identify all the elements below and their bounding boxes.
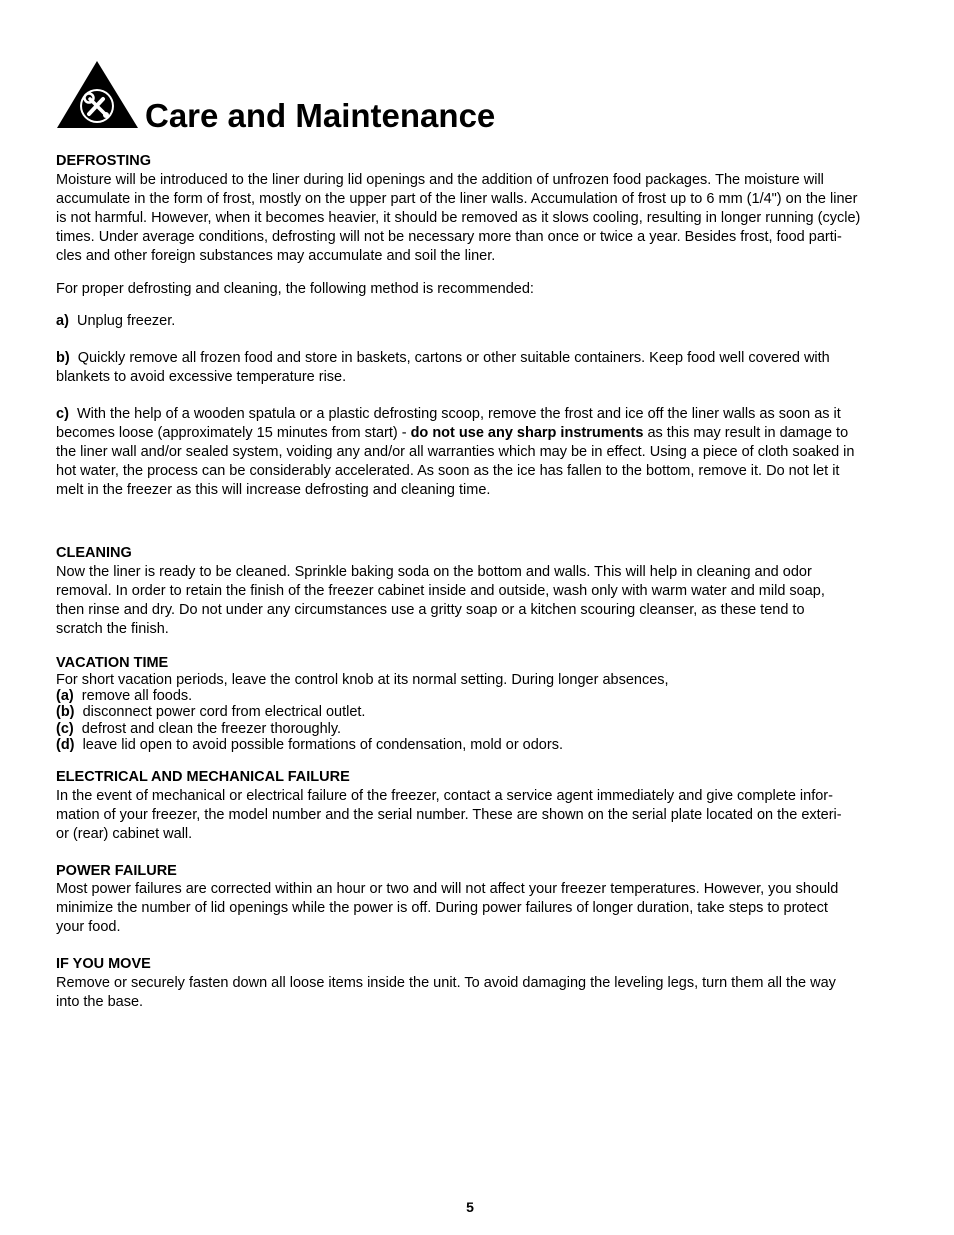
step-text: Quickly remove all frozen food and store in baskets, cartons or other suitable containers. Keep food well covered with: [77, 350, 830, 366]
item-label: (d): [56, 736, 75, 753]
item-text: remove all foods.: [81, 688, 193, 705]
text-line: or (rear) cabinet wall.: [56, 826, 193, 842]
method-intro: For proper defrosting and cleaning, the following method is recommended:: [56, 281, 534, 297]
list-item: [56, 704, 912, 720]
item-label: (c): [56, 720, 74, 737]
text-line: Moisture will be introduced to the liner during lid openings and the addition of unfrozen food packages. The moisture will: [56, 172, 824, 188]
cleaning-heading: CLEANING: [56, 545, 132, 561]
power-heading: POWER FAILURE: [56, 863, 177, 879]
text-line: cles and other foreign substances may accumulate and soil the liner.: [56, 248, 496, 264]
defrosting-paragraph: [56, 171, 912, 266]
text-line: accumulate in the form of frost, mostly on the upper part of the liner walls. Accumulation of frost up to 6 mm (1/4") on the liner: [56, 191, 858, 207]
text-line: Most power failures are corrected within an hour or two and will not affect your freezer temperatures. However, you should: [56, 881, 839, 897]
text-line: times. Under average conditions, defrosting will not be necessary more than once or twice a year. Besides frost, food parti-: [56, 229, 842, 245]
step-c: [56, 405, 912, 500]
item-text: defrost and clean the freezer thoroughly.: [81, 720, 342, 737]
step-text: With the help of a wooden spatula or a plastic defrosting scoop, remove the frost and ice off the liner walls as soon as it: [76, 406, 841, 422]
page-title: Care and Maintenance: [145, 97, 496, 134]
electrical-heading: ELECTRICAL AND MECHANICAL FAILURE: [56, 769, 350, 785]
step-label: c): [56, 406, 69, 422]
step-b: [56, 349, 912, 387]
text-line: then rinse and dry. Do not under any circumstances use a gritty soap or a kitchen scouring cleanser, as these tend to: [56, 602, 805, 618]
text-line: is not harmful. However, when it becomes heavier, it should be removed as it slows cooling, resulting in longer running (cycle): [56, 210, 861, 226]
text-line: minimize the number of lid openings while the power is off. During power failures of longer duration, take steps to protect: [56, 900, 828, 916]
text-line: your food.: [56, 919, 121, 935]
step-label: b): [56, 350, 70, 366]
vacation-heading: VACATION TIME: [56, 655, 169, 671]
text-line: For short vacation periods, leave the control knob at its normal setting. During longer absences,: [56, 672, 669, 688]
wrench-screwdriver-warning-icon: [56, 60, 140, 130]
warning-text: do not use any sharp instruments: [410, 425, 644, 441]
text-line: removal. In order to retain the finish of the freezer cabinet inside and outside, wash only with warm water and mild soap,: [56, 583, 825, 599]
list-item: [56, 721, 912, 737]
move-heading: IF YOU MOVE: [56, 956, 151, 972]
item-label: (a): [56, 688, 74, 705]
step-text: hot water, the process can be considerably accelerated. As soon as the ice has fallen to the bottom, remove it. Do not let it: [56, 463, 840, 479]
page-number: 5: [466, 1199, 474, 1215]
text-line: scratch the finish.: [56, 621, 169, 637]
item-text: disconnect power cord from electrical outlet.: [82, 704, 366, 721]
step-text: melt in the freezer as this will increase defrosting and cleaning time.: [56, 482, 491, 498]
power-paragraph: [56, 880, 912, 937]
text-line: Now the liner is ready to be cleaned. Sprinkle baking soda on the bottom and walls. This will help in cleaning and odor: [56, 564, 812, 580]
step-text: as this may result in damage to: [643, 425, 849, 441]
move-paragraph: [56, 974, 912, 1012]
defrosting-heading: DEFROSTING: [56, 153, 152, 169]
step-label: a): [56, 313, 69, 329]
text-line: In the event of mechanical or electrical failure of the freezer, contact a service agent immediately and give complete infor-: [56, 788, 833, 804]
step-text: becomes loose (approximately 15 minutes from start) -: [56, 425, 411, 441]
step-text: the liner wall and/or sealed system, voiding any and/or all warranties which may be in effect. Using a piece of cloth soaked in: [56, 444, 855, 460]
text-line: into the base.: [56, 994, 144, 1010]
cleaning-paragraph: [56, 563, 912, 639]
list-item: [56, 737, 912, 753]
step-text: Unplug freezer.: [76, 313, 176, 329]
item-text: leave lid open to avoid possible formations of condensation, mold or odors.: [82, 736, 563, 753]
step-a: [56, 312, 912, 331]
item-label: (b): [56, 704, 75, 721]
vacation-paragraph: [56, 672, 912, 753]
text-line: Remove or securely fasten down all loose items inside the unit. To avoid damaging the leveling legs, turn them all the way: [56, 975, 836, 991]
text-line: mation of your freezer, the model number and the serial number. These are shown on the serial plate located on the exteri-: [56, 807, 842, 823]
page-header: [56, 60, 656, 132]
list-item: [56, 688, 912, 704]
electrical-paragraph: [56, 787, 912, 844]
step-text: blankets to avoid excessive temperature rise.: [56, 369, 347, 385]
